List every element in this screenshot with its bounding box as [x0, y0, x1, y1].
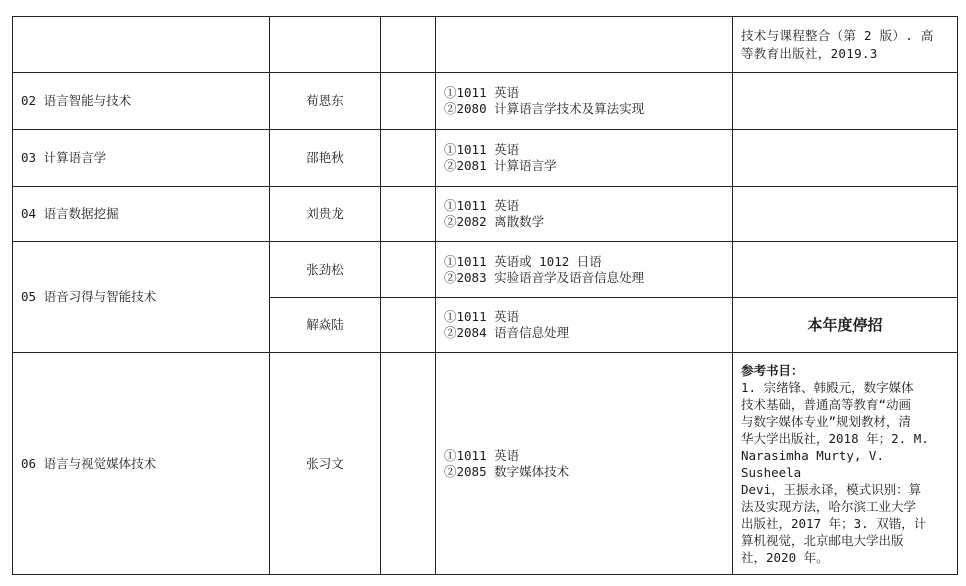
- direction-cell: 06 语言与视觉媒体技术: [13, 353, 270, 575]
- direction-cell: 03 计算语言学: [13, 130, 270, 187]
- tutor-cell: 解焱陆: [270, 298, 381, 353]
- exam-subjects-cell: ①1011 英语或 1012 日语 ②2083 实验语音学及语音信息处理: [436, 242, 733, 298]
- table-row: [13, 73, 958, 130]
- tutor-cell: 刘贵龙: [270, 187, 381, 242]
- program-catalog-table: [12, 16, 958, 575]
- tutor-cell: 荀恩东: [270, 73, 381, 130]
- reference-books-cell: [733, 73, 958, 130]
- exam-subjects-cell: ①1011 英语 ②2085 数字媒体技术: [436, 353, 733, 575]
- reference-heading: 参考书目：: [741, 362, 804, 378]
- reference-list: 1. 宗绪锋、韩殿元，数字媒体 技术基础，普通高等教育“动画 与数字媒体专业”规划教材，清 华大学出版社，2018 年；2. M. Narasimha Murty, V. Susheela Devi，王振永译，模式识别：算 法及实现方法，哈尔滨工业大学 出版社，2017 年；3. 双锴，计 算机视觉，北京邮电大学出版 社，2020 年。: [741, 379, 929, 565]
- blank-cell: [381, 187, 436, 242]
- tutor-cell: [270, 17, 381, 73]
- direction-cell: 05 语音习得与智能技术: [13, 242, 270, 353]
- blank-cell: [381, 353, 436, 575]
- exam-subjects-cell: ①1011 英语 ②2082 离散数学: [436, 187, 733, 242]
- table-row: [13, 187, 958, 242]
- blank-cell: [381, 73, 436, 130]
- reference-books-cell: [733, 130, 958, 187]
- tutor-cell: 张习文: [270, 353, 381, 575]
- tutor-cell: 邵艳秋: [270, 130, 381, 187]
- tutor-cell: 张劲松: [270, 242, 381, 298]
- blank-cell: [381, 130, 436, 187]
- table-row: [13, 130, 958, 187]
- table-row: [13, 353, 958, 575]
- reference-books-cell: [733, 353, 958, 575]
- table-row: [13, 242, 958, 298]
- reference-books-cell: 技术与课程整合（第 2 版）. 高 等教育出版社，2019.3: [733, 17, 958, 73]
- exam-subjects-cell: ①1011 英语 ②2081 计算语言学: [436, 130, 733, 187]
- blank-cell: [381, 242, 436, 298]
- reference-books-cell: [733, 187, 958, 242]
- exam-subjects-cell: ①1011 英语 ②2084 语音信息处理: [436, 298, 733, 353]
- table-row: [13, 17, 958, 73]
- enrollment-suspended-notice: 本年度停招: [733, 298, 958, 353]
- direction-cell: 02 语言智能与技术: [13, 73, 270, 130]
- exam-subjects-cell: ①1011 英语 ②2080 计算语言学技术及算法实现: [436, 73, 733, 130]
- blank-cell: [381, 17, 436, 73]
- direction-cell: [13, 17, 270, 73]
- direction-cell: 04 语言数据挖掘: [13, 187, 270, 242]
- reference-books-cell: [733, 242, 958, 298]
- exam-subjects-cell: [436, 17, 733, 73]
- blank-cell: [381, 298, 436, 353]
